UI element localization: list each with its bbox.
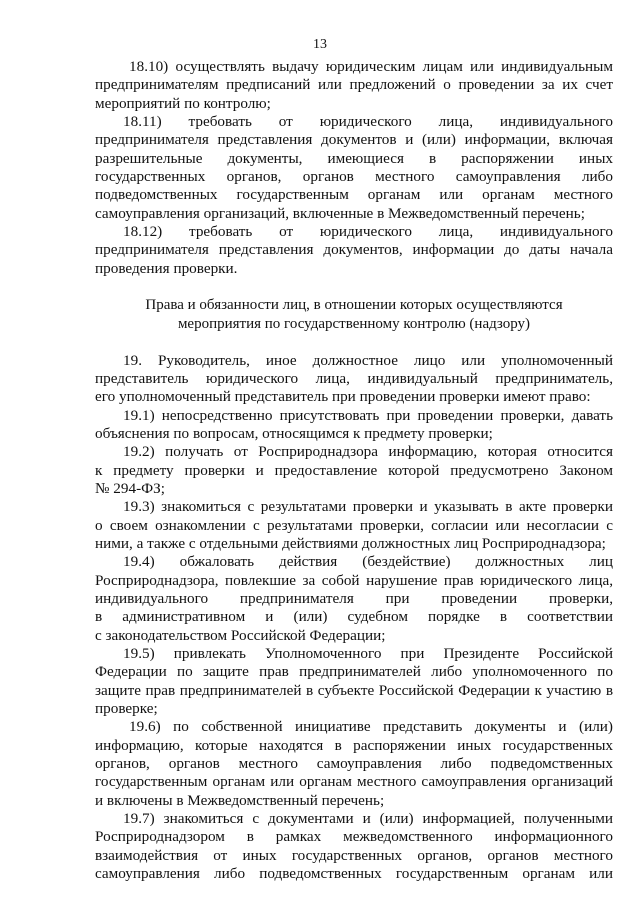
text-line: в административном и (или) судебном порядке в соответствии	[95, 608, 613, 626]
text-line: 19.2) получать от Росприроднадзора информацию, которая относится	[123, 443, 613, 461]
text-line: его уполномоченный представитель при проведении проверки имеют право:	[95, 388, 591, 406]
text-line: 18.12) требовать от юридического лица, индивидуального	[123, 223, 613, 241]
text-line: 18.10) осуществлять выдачу юридическим лицам или индивидуальным	[129, 58, 613, 75]
text-line: 19.3) знакомиться с результатами проверки и указывать в акте проверки	[123, 498, 613, 516]
text-line: 19.1) непосредственно присутствовать при проведении проверки, давать	[123, 406, 613, 424]
text-line: Федерации по защите прав предпринимателей либо уполномоченного по	[95, 663, 613, 681]
text-line: предпринимателям предписаний или предложений о проведении за их счет	[95, 76, 613, 94]
text-line: Росприроднадзора, повлекшие за собой нарушение прав юридического лица,	[95, 571, 613, 589]
text-line: Росприроднадзором в рамках межведомственного информационного	[95, 828, 613, 846]
text-line: 19.7) знакомиться с документами и (или) информацией, полученными	[123, 810, 613, 828]
text-line: самоуправления либо подведомственных государственным органам или	[95, 865, 613, 883]
text-line: и включены в Межведомственный перечень;	[95, 791, 385, 809]
text-line: защите прав предпринимателей в субъекте Российской Федерации к участию в	[95, 681, 613, 699]
text-line: подведомственных государственным органам или органам местного	[95, 186, 613, 204]
text-line: 19.6) по собственной инициативе представить документы и (или)	[129, 718, 613, 736]
text-line: проверке;	[95, 700, 158, 718]
text-line: информацию, которые находятся в распоряжении иных государственных	[95, 736, 613, 754]
page-number: 13	[313, 37, 327, 52]
text-line: № 294-ФЗ;	[95, 479, 165, 497]
section-heading-line: мероприятия по государственному контролю (надзору)	[177, 315, 531, 332]
text-line: ними, а также с отдельными действиями должностных лиц Росприроднадзора;	[95, 534, 606, 552]
text-line: мероприятий по контролю;	[95, 94, 271, 112]
text-line: представитель юридического лица, индивидуальный предприниматель,	[95, 369, 613, 387]
text-line: государственных органов, органов местного самоуправления либо	[95, 168, 613, 186]
text-line: 19.4) обжаловать действия (бездействие) должностных лиц	[123, 553, 613, 571]
text-line: предпринимателя представления документов и (или) информации, включая	[95, 131, 613, 149]
text-line: 18.11) требовать от юридического лица, индивидуального	[123, 113, 613, 131]
text-line: разрешительные документы, имеющиеся в распоряжении иных	[95, 149, 613, 167]
text-line: 19. Руководитель, иное должностное лицо или уполномоченный	[123, 351, 613, 369]
text-line: о своем ознакомлении с результатами проверки, согласии или несогласии с	[95, 516, 613, 534]
text-line: взаимодействия от иных государственных органов, органов местного	[95, 846, 613, 864]
text-line: объяснения по вопросам, относящимся к предмету проверки;	[95, 424, 493, 442]
text-line: предпринимателя представления документов, информации до даты начала	[95, 241, 613, 259]
text-line: органов, органов местного самоуправления либо подведомственных	[95, 755, 613, 773]
text-line: государственным органам или органам местного самоуправления организаций	[95, 773, 613, 791]
section-heading-line: Права и обязанности лиц, в отношении которых осуществляются	[145, 297, 563, 314]
document-body	[95, 58, 613, 883]
text-line: проведения проверки.	[95, 259, 238, 277]
spacer	[95, 333, 613, 351]
text-line: с законодательством Российской Федерации;	[95, 626, 386, 644]
spacer	[95, 278, 613, 296]
text-line: индивидуального предпринимателя при проведении проверки,	[95, 589, 613, 607]
text-line: 19.5) привлекать Уполномоченного при Президенте Российской	[123, 645, 613, 662]
text-line: к предмету проверки и предоставление которой предусмотрено Законом	[95, 461, 613, 479]
text-line: самоуправления организаций, включенные в Межведомственный перечень;	[95, 204, 585, 222]
